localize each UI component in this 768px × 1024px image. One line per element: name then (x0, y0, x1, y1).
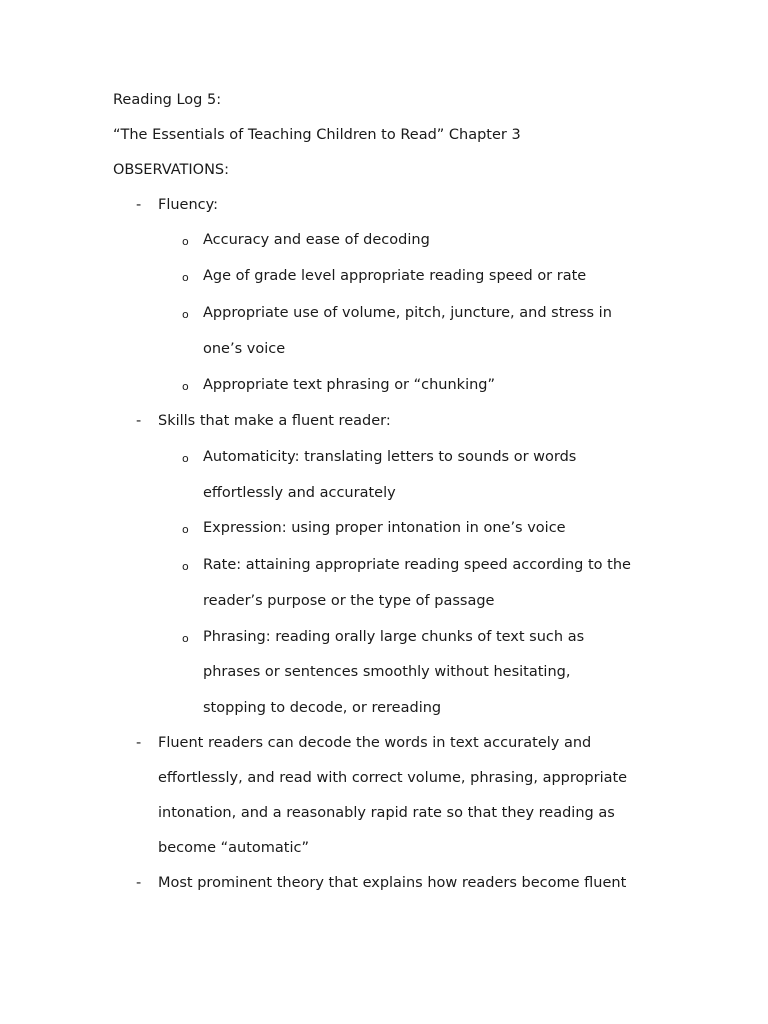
sub-list-item: Age of grade level appropriate reading speed or rate (203, 268, 587, 284)
dash-bullet: - (136, 413, 142, 429)
sub-list-item-continuation: reader’s purpose or the type of passage (203, 593, 495, 609)
circle-bullet: o (182, 632, 189, 645)
sub-list-item: Expression: using proper intonation in one’s voice (203, 520, 566, 536)
sub-list-item: Appropriate use of volume, pitch, juncture, and stress in (203, 305, 612, 321)
sub-list-item-continuation: stopping to decode, or rereading (203, 700, 442, 716)
circle-bullet: o (182, 452, 189, 465)
document-title: Reading Log 5: (113, 92, 222, 108)
section-label: OBSERVATIONS: (113, 162, 230, 178)
circle-bullet: o (182, 235, 189, 248)
sub-list-item-continuation: phrases or sentences smoothly without hesitating, (203, 664, 571, 680)
list-item-continuation: effortlessly, and read with correct volume, phrasing, appropriate (158, 770, 628, 786)
dash-bullet: - (136, 875, 142, 891)
list-item: Fluency: (158, 197, 219, 213)
sub-list-item-continuation: effortlessly and accurately (203, 485, 396, 501)
sub-list-item: Rate: attaining appropriate reading speed according to the (203, 557, 631, 573)
list-item-continuation: intonation, and a reasonably rapid rate so that they reading as (158, 805, 615, 821)
sub-list-item: Accuracy and ease of decoding (203, 232, 430, 248)
list-item: Most prominent theory that explains how readers become fluent (158, 875, 627, 891)
sub-list-item-continuation: one’s voice (203, 341, 286, 357)
circle-bullet: o (182, 271, 189, 284)
list-item: Fluent readers can decode the words in text accurately and (158, 735, 592, 751)
sub-list-item: Phrasing: reading orally large chunks of text such as (203, 629, 585, 645)
list-item: Skills that make a fluent reader: (158, 413, 391, 429)
dash-bullet: - (136, 197, 142, 213)
list-item-continuation: become “automatic” (158, 840, 309, 856)
circle-bullet: o (182, 560, 189, 573)
circle-bullet: o (182, 523, 189, 536)
sub-list-item: Automaticity: translating letters to sounds or words (203, 449, 577, 465)
circle-bullet: o (182, 308, 189, 321)
sub-list-item: Appropriate text phrasing or “chunking” (203, 377, 496, 393)
document-source: “The Essentials of Teaching Children to Read” Chapter 3 (113, 127, 521, 143)
dash-bullet: - (136, 735, 142, 751)
circle-bullet: o (182, 380, 189, 393)
